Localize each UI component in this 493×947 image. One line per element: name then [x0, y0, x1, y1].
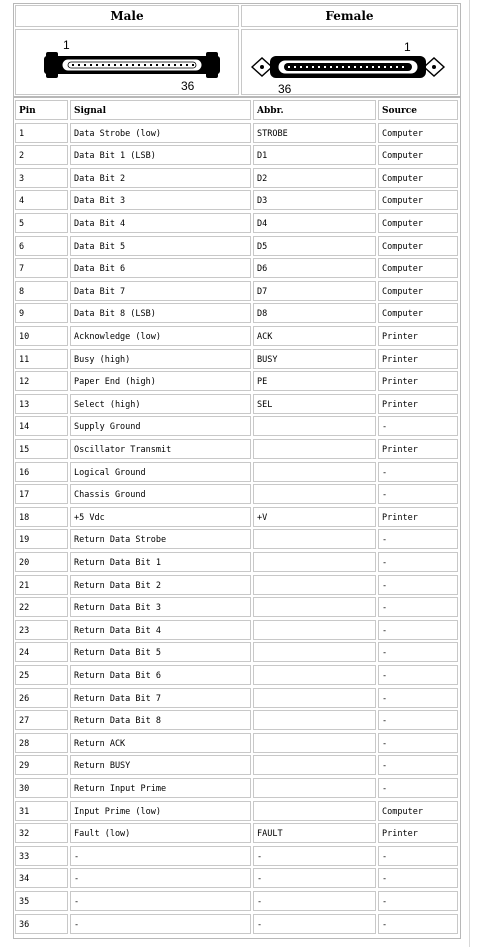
header-abbr: Abbr.	[253, 100, 376, 120]
cell-abbr	[253, 688, 376, 708]
cell-abbr: D7	[253, 281, 376, 301]
cell-signal: -	[70, 914, 251, 934]
cell-signal: Return ACK	[70, 733, 251, 753]
cell-signal: Fault (low)	[70, 823, 251, 843]
cell-source: Computer	[378, 145, 458, 165]
table-row	[14, 303, 460, 323]
cell-abbr	[253, 642, 376, 662]
table-row	[14, 529, 460, 549]
cell-source: Computer	[378, 213, 458, 233]
cell-signal: Data Bit 7	[70, 281, 251, 301]
cell-abbr: D4	[253, 213, 376, 233]
cell-source: Computer	[378, 236, 458, 256]
cell-signal: -	[70, 868, 251, 888]
cell-signal: Data Bit 6	[70, 258, 251, 278]
cell-source: -	[378, 688, 458, 708]
table-row	[14, 281, 460, 301]
table-row	[14, 755, 460, 775]
cell-abbr: D5	[253, 236, 376, 256]
table-row	[14, 213, 460, 233]
table-row	[14, 733, 460, 753]
cell-source: Printer	[378, 371, 458, 391]
cell-pin: 32	[15, 823, 68, 843]
cell-pin: 12	[15, 371, 68, 391]
cell-pin: 22	[15, 597, 68, 617]
cell-signal: Oscillator Transmit	[70, 439, 251, 459]
cell-pin: 7	[15, 258, 68, 278]
table-row	[14, 507, 460, 527]
table-row	[14, 416, 460, 436]
cell-signal: Data Bit 2	[70, 168, 251, 188]
cell-abbr: STROBE	[253, 123, 376, 143]
cell-pin: 3	[15, 168, 68, 188]
cell-signal: Return Data Bit 2	[70, 575, 251, 595]
cell-signal: -	[70, 846, 251, 866]
cell-pin: 26	[15, 688, 68, 708]
cell-signal: Return Data Bit 7	[70, 688, 251, 708]
cell-pin: 31	[15, 801, 68, 821]
cell-signal: -	[70, 891, 251, 911]
cell-abbr: FAULT	[253, 823, 376, 843]
cell-source: Printer	[378, 326, 458, 346]
table-row	[14, 665, 460, 685]
cell-pin: 19	[15, 529, 68, 549]
male-connector-cell	[15, 29, 239, 95]
cell-pin: 11	[15, 349, 68, 369]
cell-source: Computer	[378, 303, 458, 323]
cell-pin: 33	[15, 846, 68, 866]
header-signal: Signal	[70, 100, 251, 120]
table-row	[14, 258, 460, 278]
cell-abbr: -	[253, 914, 376, 934]
female-header: Female	[241, 5, 458, 27]
table-row	[14, 801, 460, 821]
pinout-table	[13, 97, 461, 939]
cell-abbr: D3	[253, 190, 376, 210]
cell-pin: 24	[15, 642, 68, 662]
table-row	[14, 688, 460, 708]
table-row	[14, 778, 460, 798]
cell-source: Printer	[378, 349, 458, 369]
cell-pin: 27	[15, 710, 68, 730]
cell-source: -	[378, 846, 458, 866]
cell-abbr	[253, 416, 376, 436]
cell-source: Printer	[378, 823, 458, 843]
cell-signal: Data Strobe (low)	[70, 123, 251, 143]
cell-pin: 10	[15, 326, 68, 346]
cell-source: Computer	[378, 190, 458, 210]
cell-pin: 14	[15, 416, 68, 436]
cell-signal: Return BUSY	[70, 755, 251, 775]
cell-signal: Chassis Ground	[70, 484, 251, 504]
cell-abbr: -	[253, 846, 376, 866]
cell-source: -	[378, 575, 458, 595]
cell-pin: 13	[15, 394, 68, 414]
female-connector-cell	[241, 29, 458, 95]
cell-pin: 34	[15, 868, 68, 888]
cell-abbr: PE	[253, 371, 376, 391]
cell-pin: 6	[15, 236, 68, 256]
cell-signal: Data Bit 3	[70, 190, 251, 210]
cell-abbr	[253, 710, 376, 730]
cell-pin: 18	[15, 507, 68, 527]
male-pin-first-label: 1	[63, 38, 70, 52]
cell-pin: 9	[15, 303, 68, 323]
cell-signal: Return Data Bit 1	[70, 552, 251, 572]
cell-source: -	[378, 484, 458, 504]
cell-abbr	[253, 597, 376, 617]
table-row	[14, 236, 460, 256]
cell-signal: Supply Ground	[70, 416, 251, 436]
table-row	[14, 914, 460, 934]
cell-pin: 30	[15, 778, 68, 798]
cell-abbr: -	[253, 891, 376, 911]
cell-abbr: D8	[253, 303, 376, 323]
table-row	[14, 394, 460, 414]
table-row	[14, 190, 460, 210]
cell-source: Printer	[378, 394, 458, 414]
cell-abbr	[253, 755, 376, 775]
table-row	[14, 891, 460, 911]
cell-abbr: D6	[253, 258, 376, 278]
female-connector-icon	[250, 52, 446, 82]
cell-pin: 25	[15, 665, 68, 685]
table-row	[14, 371, 460, 391]
cell-source: -	[378, 755, 458, 775]
cell-pin: 2	[15, 145, 68, 165]
cell-pin: 5	[15, 213, 68, 233]
cell-abbr	[253, 439, 376, 459]
cell-pin: 29	[15, 755, 68, 775]
cell-abbr	[253, 620, 376, 640]
cell-signal: Data Bit 1 (LSB)	[70, 145, 251, 165]
cell-pin: 35	[15, 891, 68, 911]
header-pin: Pin	[15, 100, 68, 120]
table-row	[14, 552, 460, 572]
cell-abbr	[253, 801, 376, 821]
table-row	[14, 123, 460, 143]
cell-pin: 23	[15, 620, 68, 640]
cell-signal: Return Input Prime	[70, 778, 251, 798]
male-connector-icon	[44, 50, 220, 80]
cell-abbr: -	[253, 868, 376, 888]
cell-source: -	[378, 529, 458, 549]
cell-source: Computer	[378, 123, 458, 143]
cell-signal: Data Bit 5	[70, 236, 251, 256]
cell-source: -	[378, 462, 458, 482]
cell-signal: Busy (high)	[70, 349, 251, 369]
cell-source: -	[378, 552, 458, 572]
cell-pin: 36	[15, 914, 68, 934]
cell-signal: Return Data Bit 6	[70, 665, 251, 685]
cell-pin: 21	[15, 575, 68, 595]
cell-pin: 15	[15, 439, 68, 459]
cell-source: Computer	[378, 168, 458, 188]
cell-abbr	[253, 665, 376, 685]
cell-abbr: SEL	[253, 394, 376, 414]
cell-source: Computer	[378, 281, 458, 301]
table-row	[14, 710, 460, 730]
cell-source: -	[378, 620, 458, 640]
cell-source: -	[378, 914, 458, 934]
table-row	[14, 620, 460, 640]
cell-pin: 17	[15, 484, 68, 504]
cell-abbr	[253, 733, 376, 753]
cell-pin: 16	[15, 462, 68, 482]
cell-signal: Return Data Strobe	[70, 529, 251, 549]
cell-pin: 8	[15, 281, 68, 301]
cell-pin: 1	[15, 123, 68, 143]
cell-source: Printer	[378, 507, 458, 527]
cell-abbr	[253, 462, 376, 482]
table-row	[14, 846, 460, 866]
cell-abbr	[253, 575, 376, 595]
table-row	[14, 484, 460, 504]
cell-signal: Select (high)	[70, 394, 251, 414]
table-row	[14, 349, 460, 369]
cell-source: -	[378, 597, 458, 617]
page-edge	[469, 0, 470, 947]
cell-signal: Return Data Bit 3	[70, 597, 251, 617]
header-source: Source	[378, 100, 458, 120]
table-row	[14, 597, 460, 617]
cell-abbr	[253, 778, 376, 798]
male-pin-last-label: 36	[181, 79, 195, 93]
table-row	[14, 168, 460, 188]
cell-abbr	[253, 552, 376, 572]
cell-abbr	[253, 529, 376, 549]
cell-source: Computer	[378, 801, 458, 821]
cell-abbr	[253, 484, 376, 504]
cell-signal: Paper End (high)	[70, 371, 251, 391]
table-row	[14, 823, 460, 843]
cell-signal: Acknowledge (low)	[70, 326, 251, 346]
table-row	[14, 326, 460, 346]
table-row	[14, 145, 460, 165]
table-row	[14, 642, 460, 662]
cell-signal: Return Data Bit 5	[70, 642, 251, 662]
cell-pin: 20	[15, 552, 68, 572]
table-row	[14, 439, 460, 459]
cell-pin: 28	[15, 733, 68, 753]
table-header-row	[14, 100, 460, 120]
cell-source: -	[378, 642, 458, 662]
cell-source: -	[378, 891, 458, 911]
cell-signal: Data Bit 8 (LSB)	[70, 303, 251, 323]
cell-signal: Return Data Bit 4	[70, 620, 251, 640]
cell-signal: Input Prime (low)	[70, 801, 251, 821]
cell-source: -	[378, 416, 458, 436]
cell-signal: Data Bit 4	[70, 213, 251, 233]
cell-signal: Logical Ground	[70, 462, 251, 482]
male-header: Male	[15, 5, 239, 27]
female-pin-last-label: 36	[278, 82, 292, 96]
cell-source: Computer	[378, 258, 458, 278]
table-row	[14, 575, 460, 595]
female-pin-first-label: 1	[404, 40, 411, 54]
cell-source: -	[378, 778, 458, 798]
cell-abbr: D1	[253, 145, 376, 165]
table-row	[14, 868, 460, 888]
cell-source: Printer	[378, 439, 458, 459]
cell-signal: +5 Vdc	[70, 507, 251, 527]
cell-source: -	[378, 665, 458, 685]
cell-signal: Return Data Bit 8	[70, 710, 251, 730]
cell-pin: 4	[15, 190, 68, 210]
cell-abbr: +V	[253, 507, 376, 527]
cell-abbr: BUSY	[253, 349, 376, 369]
cell-abbr: ACK	[253, 326, 376, 346]
cell-source: -	[378, 868, 458, 888]
cell-source: -	[378, 710, 458, 730]
cell-source: -	[378, 733, 458, 753]
table-row	[14, 462, 460, 482]
cell-abbr: D2	[253, 168, 376, 188]
connector-table	[13, 3, 461, 97]
